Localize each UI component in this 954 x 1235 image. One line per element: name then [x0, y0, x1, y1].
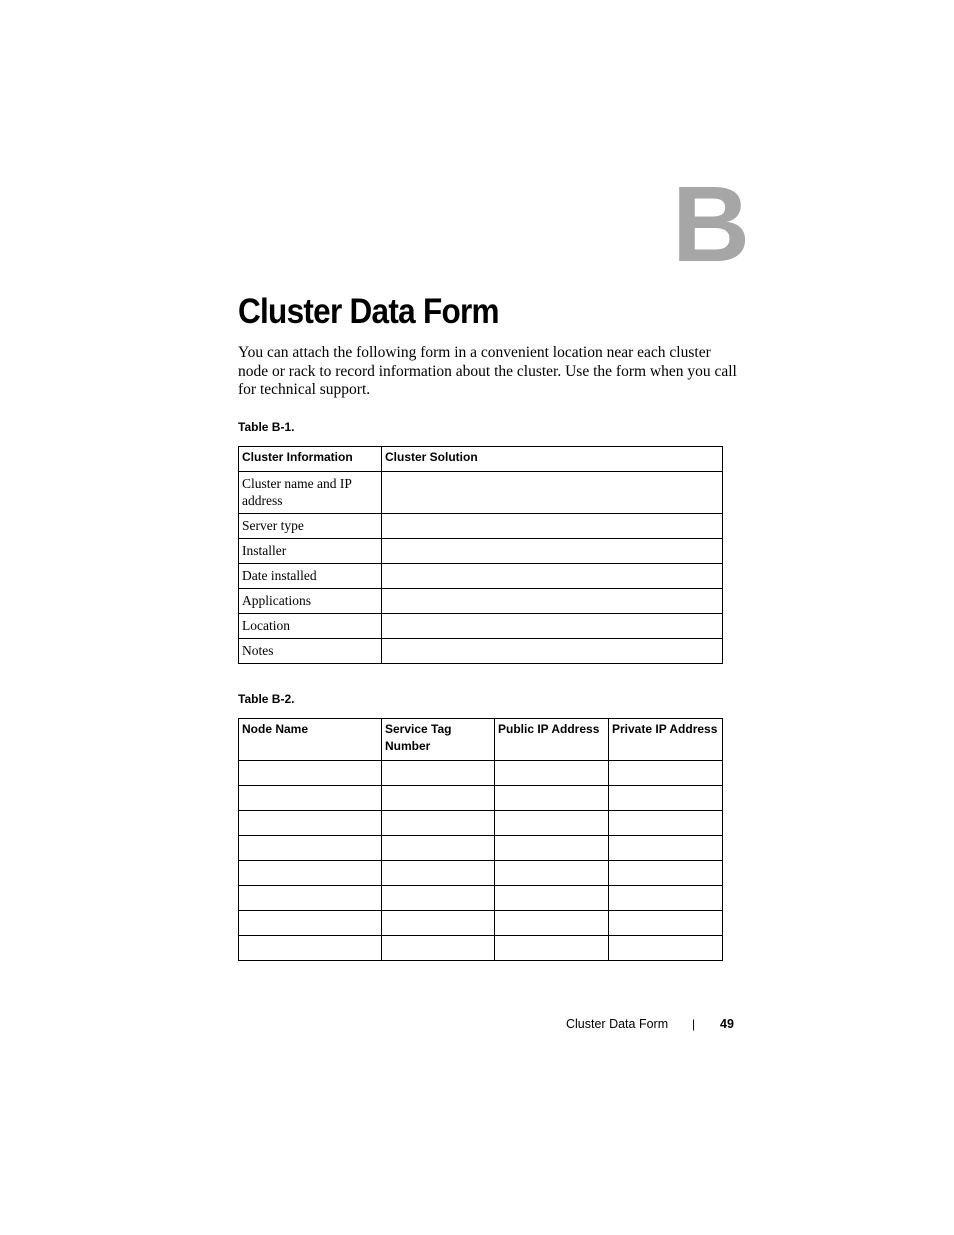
page-number: 49	[720, 1017, 734, 1031]
table-row	[239, 639, 723, 664]
entry-cell[interactable]	[239, 761, 382, 786]
entry-cell[interactable]	[495, 936, 609, 961]
column-header-cluster-information: Cluster Information	[239, 447, 382, 472]
column-header-public-ip: Public IP Address	[495, 719, 609, 761]
table-header-row	[239, 447, 723, 472]
table-row	[239, 589, 723, 614]
entry-cell[interactable]	[382, 761, 495, 786]
table-header-row	[239, 719, 723, 761]
table-b2-caption: Table B-2.	[238, 692, 295, 706]
entry-cell-location[interactable]	[382, 614, 723, 639]
row-label-cluster-name: Cluster name and IP address	[239, 472, 382, 514]
entry-cell[interactable]	[239, 811, 382, 836]
entry-cell[interactable]	[609, 886, 723, 911]
footer-separator: |	[692, 1017, 696, 1031]
entry-cell-notes[interactable]	[382, 639, 723, 664]
table-row	[239, 761, 723, 786]
entry-cell[interactable]	[382, 811, 495, 836]
column-header-cluster-solution: Cluster Solution	[382, 447, 723, 472]
entry-cell[interactable]	[239, 836, 382, 861]
column-header-node-name: Node Name	[239, 719, 382, 761]
entry-cell[interactable]	[609, 786, 723, 811]
entry-cell[interactable]	[382, 861, 495, 886]
entry-cell-cluster-name[interactable]	[382, 472, 723, 514]
row-label-server-type: Server type	[239, 514, 382, 539]
intro-paragraph: You can attach the following form in a convenient location near each cluster node or rack to record information about the cluster. Use the form when you call for technical support.	[238, 344, 737, 399]
row-label-location: Location	[239, 614, 382, 639]
table-row	[239, 811, 723, 836]
entry-cell[interactable]	[495, 861, 609, 886]
column-header-service-tag: Service Tag Number	[382, 719, 495, 761]
table-row	[239, 539, 723, 564]
entry-cell[interactable]	[609, 861, 723, 886]
table-row	[239, 472, 723, 514]
entry-cell[interactable]	[239, 886, 382, 911]
table-row	[239, 514, 723, 539]
row-label-date-installed: Date installed	[239, 564, 382, 589]
entry-cell[interactable]	[239, 786, 382, 811]
row-label-applications: Applications	[239, 589, 382, 614]
entry-cell[interactable]	[382, 936, 495, 961]
node-info-table	[238, 718, 723, 961]
chapter-letter: B	[672, 163, 750, 284]
entry-cell[interactable]	[495, 786, 609, 811]
footer-section-title: Cluster Data Form	[566, 1017, 669, 1031]
table-row	[239, 786, 723, 811]
row-label-installer: Installer	[239, 539, 382, 564]
table-row	[239, 936, 723, 961]
row-label-notes: Notes	[239, 639, 382, 664]
entry-cell[interactable]	[382, 786, 495, 811]
entry-cell[interactable]	[495, 811, 609, 836]
entry-cell[interactable]	[239, 911, 382, 936]
table-row	[239, 911, 723, 936]
entry-cell[interactable]	[239, 861, 382, 886]
cluster-info-table	[238, 446, 723, 664]
table-row	[239, 564, 723, 589]
entry-cell[interactable]	[609, 761, 723, 786]
table-row	[239, 836, 723, 861]
entry-cell[interactable]	[609, 911, 723, 936]
entry-cell-server-type[interactable]	[382, 514, 723, 539]
entry-cell[interactable]	[495, 911, 609, 936]
entry-cell[interactable]	[495, 886, 609, 911]
column-header-private-ip: Private IP Address	[609, 719, 723, 761]
entry-cell[interactable]	[609, 936, 723, 961]
entry-cell[interactable]	[239, 936, 382, 961]
entry-cell[interactable]	[382, 836, 495, 861]
entry-cell-applications[interactable]	[382, 589, 723, 614]
entry-cell-date-installed[interactable]	[382, 564, 723, 589]
entry-cell-installer[interactable]	[382, 539, 723, 564]
entry-cell[interactable]	[609, 811, 723, 836]
entry-cell[interactable]	[382, 911, 495, 936]
chapter-title: Cluster Data Form	[238, 292, 499, 331]
entry-cell[interactable]	[495, 836, 609, 861]
table-row	[239, 886, 723, 911]
table-row	[239, 614, 723, 639]
table-row	[239, 861, 723, 886]
entry-cell[interactable]	[382, 886, 495, 911]
table-b1-caption: Table B-1.	[238, 420, 295, 434]
entry-cell[interactable]	[495, 761, 609, 786]
entry-cell[interactable]	[609, 836, 723, 861]
